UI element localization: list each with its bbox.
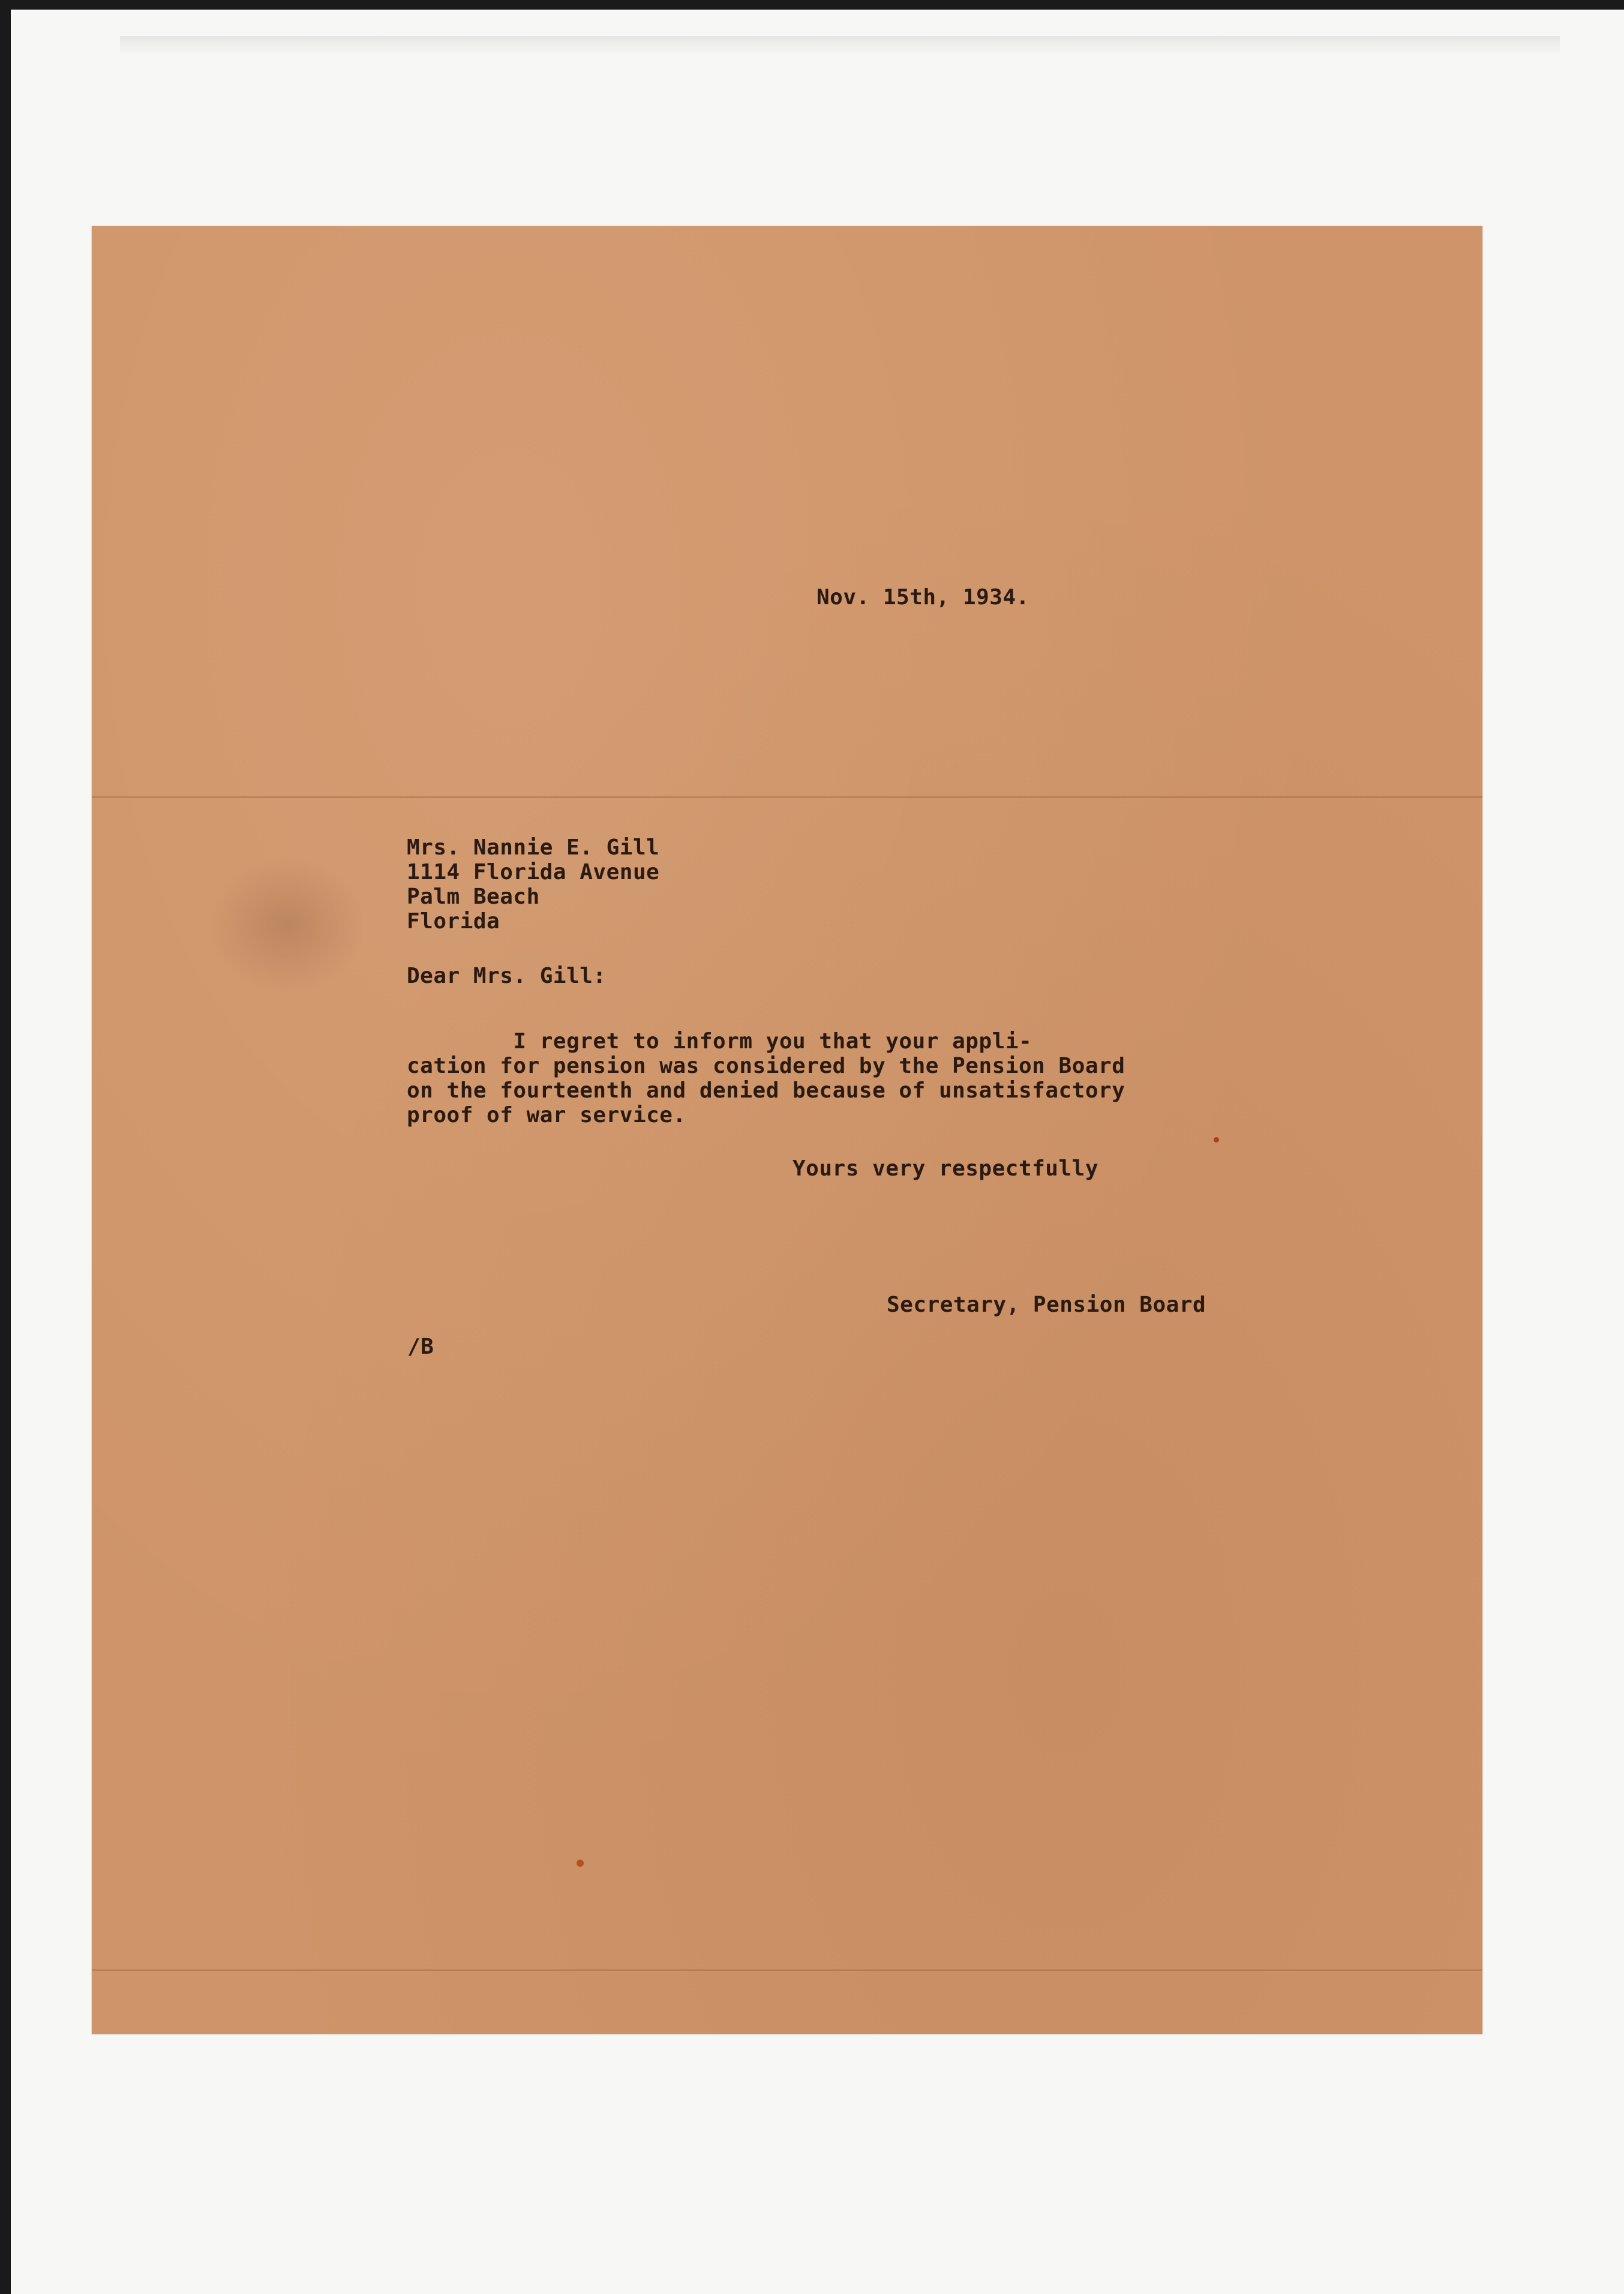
ink-speck [577, 1860, 584, 1867]
body-line: on the fourteenth and denied because of unsatisfactory [407, 1078, 1125, 1103]
signature-title: Secretary, Pension Board [887, 1293, 1206, 1317]
scanner-border-left [0, 0, 11, 2294]
letter-date: Nov. 15th, 1934. [816, 585, 1029, 610]
closing: Yours very respectfully [793, 1156, 1098, 1181]
body-line: cation for pension was considered by the Pension Board [407, 1054, 1125, 1078]
smudge-mark [209, 856, 365, 994]
typist-initials: /B [407, 1335, 434, 1359]
body-line: I regret to inform you that your appli- [407, 1029, 1032, 1054]
salutation: Dear Mrs. Gill: [407, 964, 607, 988]
recipient-name: Mrs. Nannie E. Gill [407, 835, 660, 860]
mount-edge [120, 36, 1560, 54]
recipient-state: Florida [407, 909, 500, 934]
ink-speck [1214, 1137, 1219, 1142]
body-line: proof of war service. [407, 1103, 686, 1127]
letter-sheet [92, 226, 1482, 2034]
recipient-street: 1114 Florida Avenue [407, 860, 660, 884]
fold-line-lower [92, 1969, 1482, 1971]
fold-line-upper [92, 796, 1482, 798]
recipient-city: Palm Beach [407, 884, 540, 909]
scanner-border-top [0, 0, 1624, 10]
